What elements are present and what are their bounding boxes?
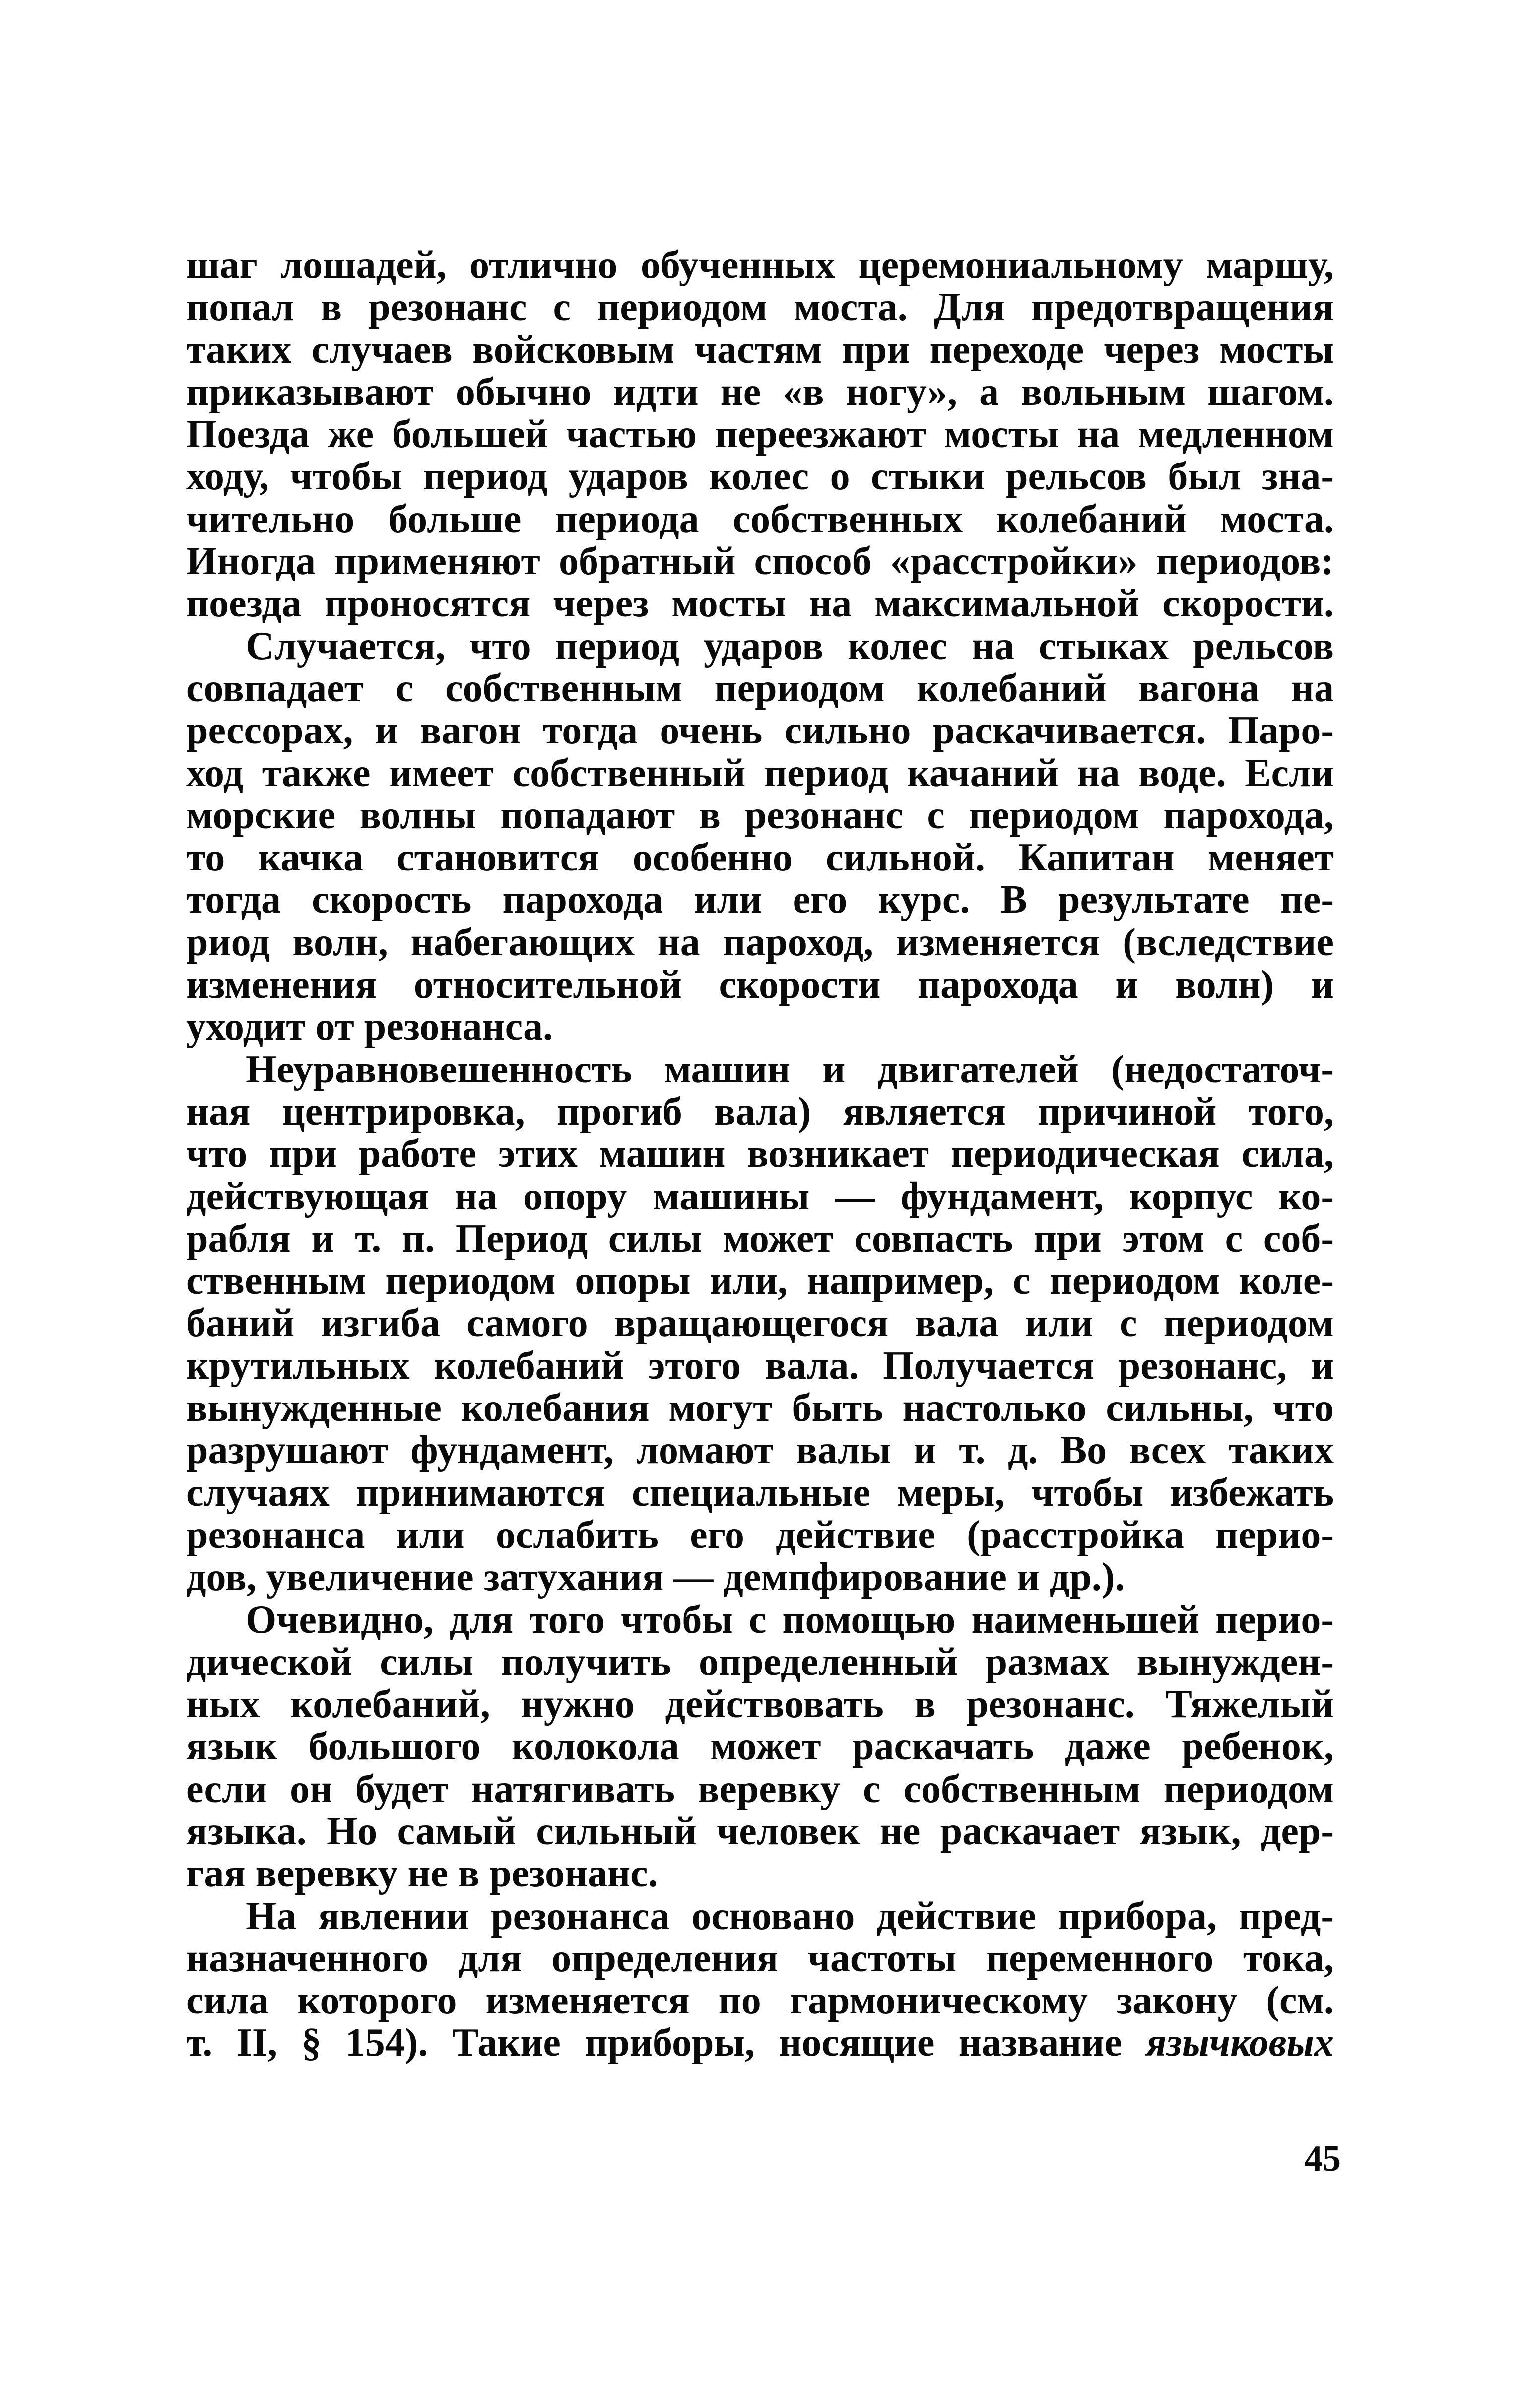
text-line: На явлении резонанса основано действие прибора, пред- [246, 1894, 1334, 1938]
text-line: попал в резонанс с периодом моста. Для предотвращения [186, 285, 1334, 330]
text-line: дов, увеличение затухания — демпфирование и др.). [186, 1555, 1125, 1600]
text-line: Очевидно, для того чтобы с помощью наименьшей перио- [246, 1598, 1334, 1642]
text-line: действующая на опору машины — фундамент, корпус ко- [186, 1174, 1334, 1218]
body-text [186, 244, 1334, 2065]
text-line: резонанса или ослабить его действие (расстройка перио- [186, 1513, 1334, 1557]
text-line: язык большого колокола может раскачать даже ребенок, [186, 1725, 1334, 1769]
text-line: совпадает с собственным периодом колебаний вагона на [186, 666, 1334, 710]
paragraph-4 [186, 1599, 1334, 1895]
text-line: Поезда же большей частью переезжают мосты на медленном [186, 412, 1334, 457]
text-line: если он будет натягивать веревку с собственным периодом [186, 1767, 1334, 1811]
text-line: Случается, что период ударов колес на стыках рельсов [246, 624, 1334, 668]
text-line: изменения относительной скорости парохода и волн) и [186, 963, 1334, 1007]
text-line: риод волн, набегающих на пароход, изменяется (вследствие [186, 920, 1334, 964]
text-line: уходит от резонанса. [186, 1005, 553, 1049]
text-line: языка. Но самый сильный человек не раскачает язык, дер- [186, 1809, 1334, 1853]
text-line: ходу, чтобы период ударов колес о стыки рельсов был зна- [186, 455, 1334, 499]
text-line: шаг лошадей, отлично обученных церемониальному маршу, [186, 243, 1334, 287]
text-line: то качка становится особенно сильной. Капитан меняет [186, 836, 1334, 880]
page-number: 45 [1304, 2139, 1341, 2179]
paragraph-1 [186, 244, 1334, 625]
text-line [186, 2022, 1334, 2064]
text-line: гая веревку не в резонанс. [186, 1852, 658, 1896]
text-line: морские волны попадают в резонанс с периодом парохода, [186, 793, 1334, 837]
text-line: случаях принимаются специальные меры, чтобы избежать [186, 1471, 1334, 1515]
text-line: чительно больше периода собственных колебаний моста. [186, 497, 1334, 541]
paragraph-2 [186, 625, 1334, 1049]
text-line: Неуравновешенность машин и двигателей (недостаточ- [246, 1047, 1334, 1091]
italic-term: язычковых [1146, 2021, 1334, 2065]
text-line: поезда проносятся через мосты на максимальной скорости. [186, 582, 1334, 626]
text-line: назначенного для определения частоты переменного тока, [186, 1936, 1334, 1980]
text-line: ственным периодом опоры или, например, с периодом коле- [186, 1259, 1334, 1303]
paragraph-5 [186, 1895, 1334, 2065]
text-line: сила которого изменяется по гармоническому закону (см. [186, 1979, 1334, 2023]
text-line: ных колебаний, нужно действовать в резонанс. Тяжелый [186, 1682, 1334, 1727]
text-line: ход также имеет собственный период качаний на воде. Если [186, 751, 1334, 795]
text-line: рабля и т. п. Период силы может совпасть при этом с соб- [186, 1216, 1334, 1261]
text-line: ная центрировка, прогиб вала) является причиной того, [186, 1089, 1334, 1134]
text-line: Иногда применяют обратный способ «расстройки» периодов: [186, 539, 1334, 584]
text-line: тогда скорость парохода или его курс. В результате пе- [186, 878, 1334, 922]
text-line: баний изгиба самого вращающегося вала или с периодом [186, 1301, 1334, 1345]
paragraph-3 [186, 1049, 1334, 1599]
text-line: что при работе этих машин возникает периодическая сила, [186, 1132, 1334, 1176]
text-line: таких случаев войсковым частям при переходе через мосты [186, 328, 1334, 372]
final-line-regular-text: т. II, § 154). Такие приборы, носящие название [186, 2021, 1146, 2065]
text-line: приказывают обычно идти не «в ногу», а вольным шагом. [186, 370, 1334, 414]
text-line: дической силы получить определенный размах вынужден- [186, 1640, 1334, 1684]
text-line: вынужденные колебания могут быть настолько сильны, что [186, 1386, 1334, 1430]
text-line: разрушают фундамент, ломают валы и т. д. Во всех таких [186, 1428, 1334, 1472]
text-line: крутильных колебаний этого вала. Получается резонанс, и [186, 1343, 1334, 1388]
text-line: рессорах, и вагон тогда очень сильно раскачивается. Паро- [186, 709, 1334, 753]
